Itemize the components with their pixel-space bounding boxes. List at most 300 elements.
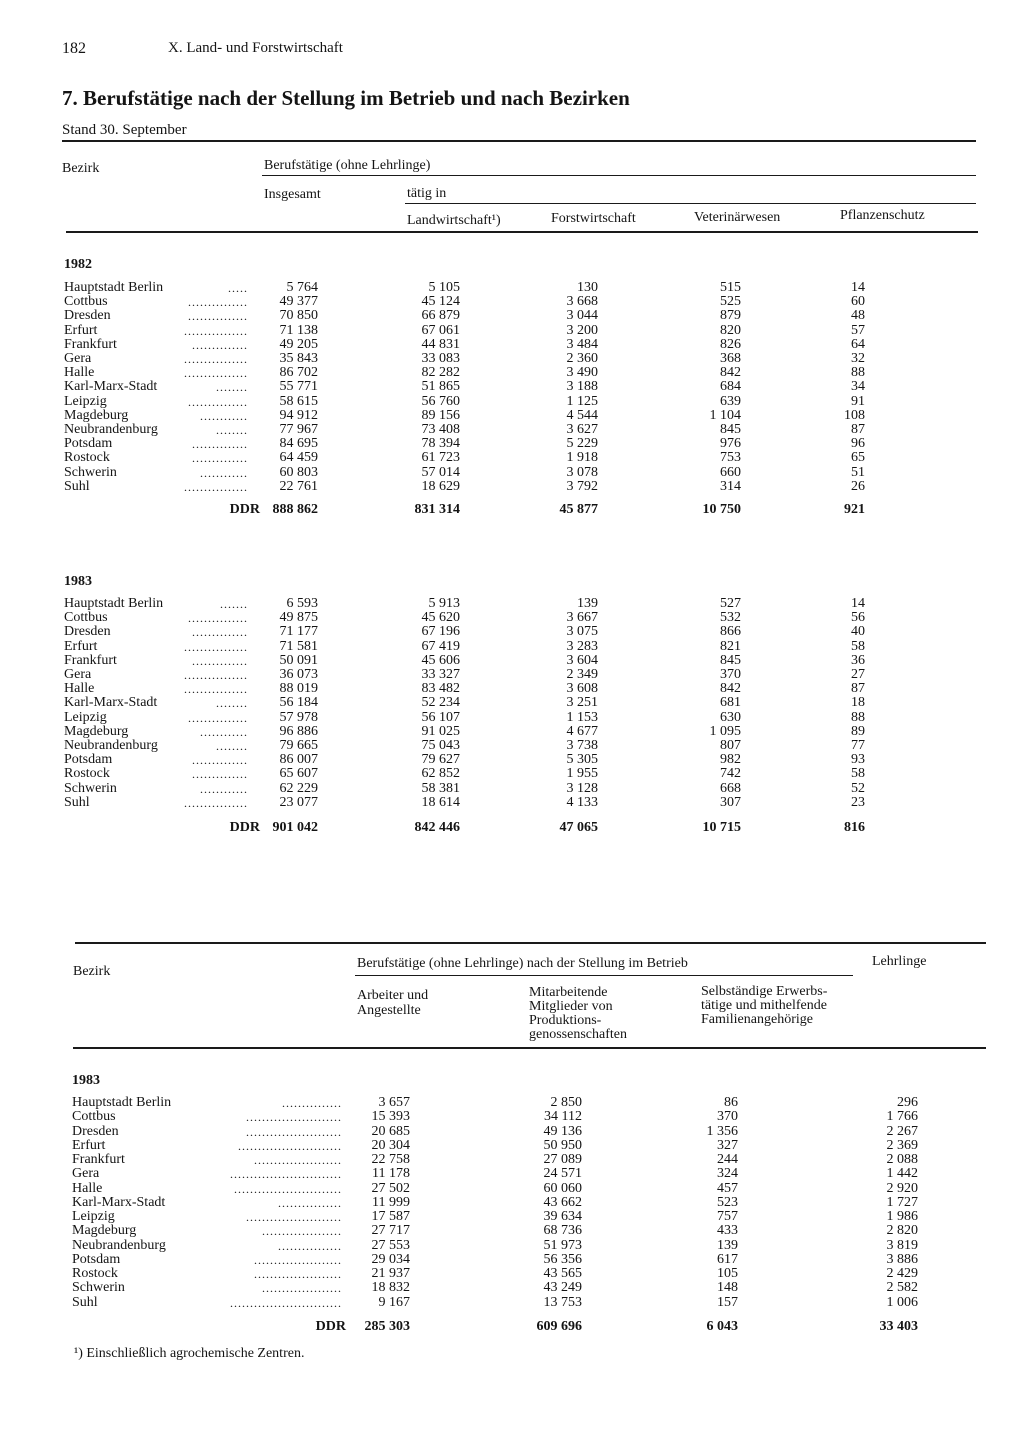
cell-pflanz: 58	[851, 638, 865, 654]
cell-arbeiter: 17 587	[371, 1209, 410, 1224]
leader-dots: ........	[216, 380, 248, 395]
bezirk-name: Neubrandenburg	[72, 1237, 166, 1253]
bezirk-name: Dresden	[72, 1123, 119, 1139]
cell-forst: 3 627	[566, 422, 598, 437]
cell-insgesamt: 77 967	[279, 422, 318, 437]
table-row	[0, 1167, 1024, 1181]
cell-forst: 3 251	[566, 695, 598, 711]
cell-land: 57 014	[421, 464, 460, 480]
cell-pflanz: 23	[851, 794, 865, 810]
cell-vet: 314	[720, 478, 741, 494]
cell-lehr: 2 582	[886, 1280, 918, 1296]
cell-pflanz: 58	[851, 766, 865, 782]
table-row	[0, 640, 1024, 654]
leader-dots: ....................	[262, 1281, 342, 1296]
cell-pflanz: 87	[851, 681, 865, 697]
cell-mitarb: 13 753	[543, 1294, 582, 1310]
total-insgesamt: 888 862	[272, 502, 318, 517]
total-selbst: 6 043	[706, 1319, 738, 1334]
cell-forst: 3 792	[566, 478, 598, 494]
cell-insgesamt: 94 912	[279, 407, 318, 423]
bezirk-name: Cottbus	[64, 294, 108, 310]
cell-lehr: 2 369	[886, 1137, 918, 1153]
cell-land: 51 865	[421, 379, 460, 395]
cell-forst: 3 604	[566, 652, 598, 668]
cell-forst: 3 188	[566, 379, 598, 395]
cell-lehr: 1 986	[886, 1209, 918, 1224]
cell-insgesamt: 96 886	[279, 723, 318, 739]
cell-land: 5 913	[428, 596, 460, 611]
table2-header-mitarbeitende	[529, 986, 627, 1042]
table1-header-taetig-in: tätig in	[407, 186, 447, 201]
cell-arbeiter: 15 393	[371, 1109, 410, 1125]
cell-forst: 5 305	[566, 752, 598, 768]
table2-header-selbstaendige	[701, 985, 827, 1027]
leader-dots: ................	[184, 668, 248, 682]
bezirk-name: Suhl	[64, 794, 90, 810]
cell-arbeiter: 9 167	[378, 1294, 410, 1310]
cell-vet: 753	[720, 450, 741, 466]
bezirk-name: Halle	[64, 681, 95, 697]
table-row	[0, 1296, 1024, 1310]
table-row	[0, 711, 1024, 725]
cell-forst: 1 918	[566, 450, 598, 466]
cell-selbst: 1 356	[706, 1123, 738, 1139]
table-row	[0, 366, 1024, 380]
cell-vet: 684	[720, 379, 741, 395]
cell-arbeiter: 11 999	[372, 1194, 410, 1210]
cell-land: 62 852	[421, 766, 460, 782]
cell-land: 91 025	[421, 723, 460, 739]
cell-lehr: 296	[897, 1095, 918, 1110]
leader-dots: ..............	[192, 337, 248, 352]
bezirk-name: Erfurt	[64, 322, 98, 338]
cell-mitarb: 43 565	[543, 1266, 582, 1281]
total-lehr: 33 403	[879, 1319, 918, 1334]
cell-mitarb: 43 249	[543, 1280, 582, 1296]
leader-dots: ............	[200, 408, 248, 423]
table-row	[0, 696, 1024, 710]
cell-insgesamt: 49 875	[279, 610, 318, 626]
cell-insgesamt: 65 607	[279, 766, 318, 782]
cell-pflanz: 91	[851, 393, 865, 409]
table-row	[0, 1182, 1024, 1196]
bezirk-name: Cottbus	[72, 1109, 116, 1125]
page-title: 7. Berufstätige nach der Stellung im Betrieb und nach Bezirken	[62, 86, 630, 110]
cell-land: 73 408	[421, 422, 460, 437]
table-row	[0, 611, 1024, 625]
cell-lehr: 3 819	[886, 1237, 918, 1253]
cell-pflanz: 14	[851, 596, 865, 611]
leader-dots: ..............	[192, 437, 248, 452]
leader-dots: .....	[228, 281, 248, 295]
cell-mitarb: 2 850	[550, 1095, 582, 1110]
leader-dots: ................	[184, 352, 248, 366]
table-row	[0, 782, 1024, 796]
bezirk-name: Frankfurt	[64, 652, 117, 668]
cell-vet: 307	[720, 794, 741, 810]
cell-selbst: 244	[717, 1152, 738, 1167]
bezirk-name: Magdeburg	[64, 407, 129, 423]
cell-lehr: 2 429	[886, 1266, 918, 1281]
cell-mitarb: 43 662	[543, 1194, 582, 1210]
cell-land: 67 419	[421, 638, 460, 654]
cell-forst: 3 738	[566, 738, 598, 753]
cell-pflanz: 36	[851, 652, 865, 668]
table2-header-mitarbeitende-line3: Produktions-	[529, 1013, 602, 1028]
cell-vet: 660	[720, 464, 741, 480]
cell-pflanz: 96	[851, 436, 865, 452]
bezirk-name: Suhl	[64, 478, 90, 494]
table2-header-arbeiter-line1: Arbeiter und	[357, 988, 429, 1003]
cell-pflanz: 56	[851, 610, 865, 626]
leader-dots: ................	[184, 682, 248, 697]
cell-insgesamt: 5 764	[286, 280, 318, 295]
table1-header-rule-1	[262, 175, 976, 176]
cell-lehr: 2 920	[886, 1180, 918, 1196]
cell-pflanz: 14	[851, 280, 865, 295]
cell-vet: 515	[720, 280, 741, 295]
total-arbeiter: 285 303	[364, 1319, 410, 1334]
leader-dots: ........	[216, 739, 248, 753]
cell-insgesamt: 22 761	[279, 478, 318, 494]
leader-dots: ........................	[246, 1110, 342, 1125]
table-row	[0, 654, 1024, 668]
cell-forst: 3 490	[566, 365, 598, 381]
cell-arbeiter: 11 178	[372, 1166, 410, 1182]
cell-forst: 4 544	[566, 407, 598, 423]
cell-insgesamt: 6 593	[286, 596, 318, 611]
page-number: 182	[62, 40, 86, 57]
table2-header-bezirk: Bezirk	[73, 964, 111, 979]
cell-vet: 1 095	[709, 723, 741, 739]
leader-dots: ...............	[188, 394, 248, 409]
bezirk-name: Frankfurt	[64, 336, 117, 352]
cell-forst: 5 229	[566, 436, 598, 452]
leader-dots: ............	[200, 781, 248, 796]
table-row	[0, 1281, 1024, 1295]
table-row	[0, 395, 1024, 409]
table-row	[0, 739, 1024, 753]
table-row	[0, 466, 1024, 480]
table1-header-bezirk: Bezirk	[62, 161, 100, 176]
bezirk-name: Frankfurt	[72, 1152, 125, 1167]
bezirk-name: Gera	[64, 667, 92, 682]
table1-header-group: Berufstätige (ohne Lehrlinge)	[264, 158, 431, 173]
cell-forst: 4 677	[566, 723, 598, 739]
cell-pflanz: 27	[851, 667, 865, 682]
leader-dots: ..............	[192, 653, 248, 668]
table-row	[0, 380, 1024, 394]
cell-insgesamt: 49 205	[279, 336, 318, 352]
cell-forst: 2 360	[566, 351, 598, 366]
table-row	[0, 352, 1024, 366]
cell-pflanz: 108	[844, 407, 865, 423]
cell-land: 56 107	[421, 709, 460, 725]
cell-vet: 527	[720, 596, 741, 611]
table-row	[0, 451, 1024, 465]
table2-header-mitarbeitende-line1: Mitarbeitende	[529, 985, 608, 1000]
bezirk-name: Magdeburg	[72, 1223, 137, 1239]
cell-vet: 1 104	[709, 407, 741, 423]
bezirk-name: Leipzig	[72, 1209, 115, 1224]
total-row	[0, 503, 1024, 517]
table2-header-group: Berufstätige (ohne Lehrlinge) nach der Stellung im Betrieb	[357, 956, 688, 971]
cell-land: 45 124	[421, 294, 460, 310]
cell-forst: 3 484	[566, 336, 598, 352]
cell-vet: 845	[720, 422, 741, 437]
cell-pflanz: 93	[851, 752, 865, 768]
cell-pflanz: 26	[851, 478, 865, 494]
total-land: 831 314	[414, 502, 460, 517]
table1-header-veterinaerwesen: Veterinärwesen	[694, 210, 781, 225]
leader-dots: ......................	[254, 1153, 342, 1167]
leader-dots: ...........................	[234, 1181, 342, 1196]
cell-pflanz: 57	[851, 322, 865, 338]
cell-pflanz: 52	[851, 780, 865, 796]
cell-arbeiter: 20 685	[371, 1123, 410, 1139]
cell-selbst: 86	[724, 1095, 738, 1110]
cell-insgesamt: 88 019	[279, 681, 318, 697]
cell-lehr: 2 267	[886, 1123, 918, 1139]
cell-arbeiter: 22 758	[371, 1152, 410, 1167]
cell-insgesamt: 70 850	[279, 308, 318, 324]
table-row	[0, 725, 1024, 739]
cell-insgesamt: 86 702	[279, 365, 318, 381]
cell-vet: 532	[720, 610, 741, 626]
cell-lehr: 1 727	[886, 1194, 918, 1210]
cell-vet: 845	[720, 652, 741, 668]
cell-land: 89 156	[421, 407, 460, 423]
cell-selbst: 139	[717, 1237, 738, 1253]
total-pflanz: 816	[844, 820, 865, 835]
cell-pflanz: 64	[851, 336, 865, 352]
cell-vet: 866	[720, 624, 741, 640]
cell-arbeiter: 29 034	[371, 1251, 410, 1267]
cell-vet: 820	[720, 322, 741, 338]
cell-forst: 1 153	[566, 709, 598, 725]
leader-dots: ...............	[282, 1096, 342, 1110]
cell-arbeiter: 27 553	[371, 1237, 410, 1253]
cell-land: 67 196	[421, 624, 460, 640]
cell-lehr: 3 886	[886, 1251, 918, 1267]
leader-dots: ...............	[188, 710, 248, 725]
cell-pflanz: 88	[851, 365, 865, 381]
leader-dots: ................	[184, 366, 248, 381]
cell-lehr: 2 088	[886, 1152, 918, 1167]
leader-dots: ...............	[188, 611, 248, 626]
bezirk-name: Hauptstadt Berlin	[64, 596, 164, 611]
bezirk-name: Hauptstadt Berlin	[64, 280, 164, 295]
bezirk-name: Cottbus	[64, 610, 108, 626]
leader-dots: ..............	[192, 625, 248, 640]
cell-land: 75 043	[421, 738, 460, 753]
leader-dots: ........	[216, 696, 248, 711]
leader-dots: ........	[216, 423, 248, 437]
cell-selbst: 617	[717, 1251, 738, 1267]
leader-dots: ................	[278, 1195, 342, 1210]
leader-dots: ................	[184, 479, 248, 494]
cell-selbst: 324	[717, 1166, 738, 1182]
cell-land: 78 394	[421, 436, 460, 452]
cell-vet: 807	[720, 738, 741, 753]
cell-land: 33 083	[421, 351, 460, 366]
table-row	[0, 1096, 1024, 1110]
table-row	[0, 309, 1024, 323]
bezirk-name: Hauptstadt Berlin	[72, 1095, 172, 1110]
footnote: ¹) Einschließlich agrochemische Zentren.	[74, 1346, 305, 1361]
leader-dots: ................	[278, 1238, 342, 1253]
year-label: 1983	[64, 574, 92, 589]
table-row	[0, 423, 1024, 437]
leader-dots: ..........................	[238, 1138, 342, 1153]
leader-dots: ................	[184, 323, 248, 338]
cell-insgesamt: 36 073	[279, 667, 318, 682]
cell-pflanz: 48	[851, 308, 865, 324]
total-forst: 45 877	[559, 502, 598, 517]
leader-dots: ............	[200, 724, 248, 739]
table-row	[0, 1267, 1024, 1281]
cell-land: 83 482	[421, 681, 460, 697]
cell-mitarb: 56 356	[543, 1251, 582, 1267]
cell-forst: 1 955	[566, 766, 598, 782]
cell-land: 45 620	[421, 610, 460, 626]
cell-selbst: 327	[717, 1137, 738, 1153]
cell-insgesamt: 86 007	[279, 752, 318, 768]
table-row	[0, 1196, 1024, 1210]
bezirk-name: Suhl	[72, 1294, 98, 1310]
table2-header-lehrlinge: Lehrlinge	[872, 954, 927, 969]
cell-mitarb: 50 950	[543, 1137, 582, 1153]
cell-vet: 842	[720, 681, 741, 697]
cell-land: 18 629	[421, 478, 460, 494]
cell-vet: 982	[720, 752, 741, 768]
cell-pflanz: 88	[851, 709, 865, 725]
cell-selbst: 457	[717, 1180, 738, 1196]
cell-forst: 3 200	[566, 322, 598, 338]
table1-top-rule	[62, 140, 976, 142]
cell-lehr: 1 006	[886, 1294, 918, 1310]
cell-selbst: 757	[717, 1209, 738, 1224]
total-mitarb: 609 696	[536, 1319, 582, 1334]
table2-header-selbstaendige-line1: Selbständige Erwerbs-	[701, 984, 828, 999]
cell-vet: 821	[720, 638, 741, 654]
bezirk-name: Dresden	[64, 308, 111, 324]
table-row	[0, 324, 1024, 338]
leader-dots: ..............	[192, 767, 248, 782]
cell-vet: 668	[720, 780, 741, 796]
cell-lehr: 1 766	[886, 1109, 918, 1125]
cell-selbst: 105	[717, 1266, 738, 1281]
page-subtitle: Stand 30. September	[62, 122, 187, 138]
cell-arbeiter: 21 937	[371, 1266, 410, 1281]
bezirk-name: Leipzig	[64, 709, 107, 725]
table2-top-rule	[75, 942, 986, 944]
table-row	[0, 1210, 1024, 1224]
total-insgesamt: 901 042	[272, 820, 318, 835]
leader-dots: ......................	[254, 1267, 342, 1281]
bezirk-name: Rostock	[64, 766, 110, 782]
table-row	[0, 597, 1024, 611]
bezirk-name: Erfurt	[64, 638, 98, 654]
cell-insgesamt: 49 377	[279, 294, 318, 310]
table2-header-mitarbeitende-line4: genossenschaften	[529, 1027, 627, 1042]
cell-insgesamt: 58 615	[279, 393, 318, 409]
bezirk-name: Erfurt	[72, 1137, 106, 1153]
cell-insgesamt: 55 771	[279, 379, 318, 395]
cell-mitarb: 39 634	[543, 1209, 582, 1224]
cell-land: 66 879	[421, 308, 460, 324]
table-row	[0, 1153, 1024, 1167]
bezirk-name: Karl-Marx-Stadt	[64, 695, 158, 711]
cell-pflanz: 60	[851, 294, 865, 310]
cell-land: 61 723	[421, 450, 460, 466]
leader-dots: .......	[220, 597, 248, 611]
cell-land: 18 614	[421, 794, 460, 810]
cell-land: 5 105	[428, 280, 460, 295]
cell-pflanz: 18	[851, 695, 865, 711]
cell-forst: 3 608	[566, 681, 598, 697]
cell-insgesamt: 23 077	[279, 794, 318, 810]
cell-pflanz: 51	[851, 464, 865, 480]
cell-mitarb: 49 136	[543, 1123, 582, 1139]
cell-insgesamt: 35 843	[279, 351, 318, 366]
table2-header-arbeiter	[357, 988, 428, 1018]
cell-forst: 4 133	[566, 794, 598, 810]
cell-pflanz: 40	[851, 624, 865, 640]
table-row	[0, 682, 1024, 696]
cell-insgesamt: 84 695	[279, 436, 318, 452]
cell-selbst: 433	[717, 1223, 738, 1239]
total-label: DDR	[229, 820, 260, 835]
cell-arbeiter: 27 502	[371, 1180, 410, 1196]
total-land: 842 446	[414, 820, 460, 835]
total-row	[0, 821, 1024, 835]
running-head: X. Land- und Forstwirtschaft	[168, 40, 343, 56]
cell-arbeiter: 18 832	[371, 1280, 410, 1296]
cell-mitarb: 27 089	[543, 1152, 582, 1167]
table-row	[0, 767, 1024, 781]
cell-vet: 525	[720, 294, 741, 310]
cell-pflanz: 77	[851, 738, 865, 753]
cell-land: 44 831	[421, 336, 460, 352]
table-row	[0, 295, 1024, 309]
table-row	[0, 1110, 1024, 1124]
cell-insgesamt: 60 803	[279, 464, 318, 480]
table1-header-rule-2	[405, 203, 976, 204]
cell-vet: 368	[720, 351, 741, 366]
table-row	[0, 1253, 1024, 1267]
table-row	[0, 281, 1024, 295]
cell-selbst: 370	[717, 1109, 738, 1125]
table-row	[0, 625, 1024, 639]
total-pflanz: 921	[844, 502, 865, 517]
bezirk-name: Dresden	[64, 624, 111, 640]
cell-land: 52 234	[421, 695, 460, 711]
bezirk-name: Schwerin	[64, 464, 117, 480]
cell-insgesamt: 71 581	[279, 638, 318, 654]
cell-forst: 130	[577, 280, 598, 295]
bezirk-name: Leipzig	[64, 393, 107, 409]
cell-insgesamt: 56 184	[279, 695, 318, 711]
cell-vet: 370	[720, 667, 741, 682]
cell-insgesamt: 64 459	[279, 450, 318, 466]
table-row	[0, 753, 1024, 767]
leader-dots: ............................	[230, 1295, 342, 1310]
bezirk-name: Potsdam	[72, 1251, 121, 1267]
cell-arbeiter: 3 657	[378, 1095, 410, 1110]
leader-dots: ............	[200, 465, 248, 480]
